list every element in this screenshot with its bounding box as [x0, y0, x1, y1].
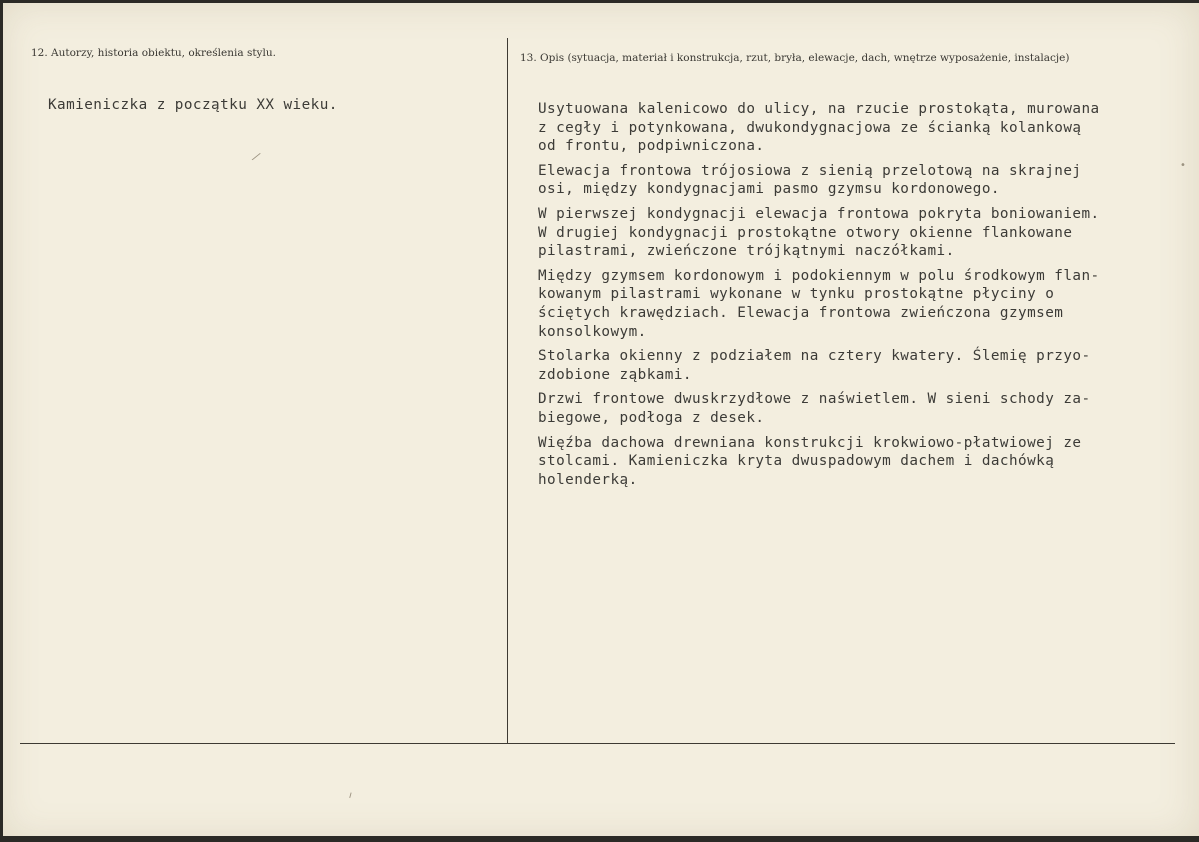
description-line: W pierwszej kondygnacji elewacja frontowa pokryta boniowaniem.: [538, 205, 1100, 222]
bottom-rule: [20, 743, 1175, 744]
description-line: z cegły i potynkowana, dwukondygnacjowa ze ścianką kolankową: [538, 119, 1082, 136]
description-line: konsolkowym.: [538, 323, 647, 340]
description-line: Stolarka okienny z podziałem na cztery kwatery. Ślemię przyo-: [538, 348, 1091, 365]
description-paragraph: [538, 100, 1178, 156]
style-history-text: Kamieniczka z początku XX wieku.: [48, 97, 338, 113]
description-block: [538, 100, 1178, 495]
description-paragraph: [538, 267, 1178, 341]
description-line: ściętych krawędziach. Elewacja frontowa zwieńczona gzymsem: [538, 304, 1064, 321]
description-line: biegowe, podłoga z desek.: [538, 409, 765, 426]
description-line: stolcami. Kamieniczka kryta dwuspadowym dachem i dachówką: [538, 453, 1055, 470]
paper-speck: •: [1180, 160, 1186, 171]
field-12-label: 12. Autorzy, historia obiektu, określenia stylu.: [31, 47, 276, 59]
description-line: zdobione ząbkami.: [538, 366, 692, 383]
description-line: Między gzymsem kordonowym i podokiennym w polu środkowym flan-: [538, 267, 1100, 284]
description-line: kowanym pilastrami wykonane w tynku prostokątne płyciny o: [538, 286, 1055, 303]
description-line: Drzwi frontowe dwuskrzydłowe z naświetlem. W sieni schody za-: [538, 391, 1091, 408]
description-paragraph: [538, 205, 1178, 261]
column-divider: [507, 38, 508, 744]
description-line: Więźba dachowa drewniana konstrukcji krokwiowo-płatwiowej ze: [538, 434, 1082, 451]
description-line: Usytuowana kalenicowo do ulicy, na rzucie prostokąta, murowana: [538, 101, 1100, 117]
paper-mark: ⁄: [252, 150, 260, 164]
description-line: pilastrami, zwieńczone trójkątnymi naczółkami.: [538, 243, 955, 260]
description-paragraph: [538, 434, 1178, 490]
card-edge-left: [0, 0, 3, 842]
description-line: od frontu, podpiwniczona.: [538, 138, 765, 155]
description-paragraph: [538, 162, 1178, 199]
description-line: osi, między kondygnacjami pasmo gzymsu kordonowego.: [538, 181, 1000, 198]
description-line: Elewacja frontowa trójosiowa z sienią przelotową na skrajnej: [538, 162, 1082, 179]
description-paragraph: [538, 347, 1178, 384]
description-line: W drugiej kondygnacji prostokątne otwory okienne flankowane: [538, 224, 1073, 241]
paper-speck: ı: [347, 789, 354, 802]
card-edge-top: [0, 0, 1199, 3]
description-line: holenderką.: [538, 471, 638, 488]
field-13-label: 13. Opis (sytuacja, materiał i konstrukcja, rzut, bryła, elewacje, dach, wnętrze wyposażenie, instalacje): [520, 52, 1070, 64]
description-paragraph: [538, 390, 1178, 427]
card-edge-bottom: [0, 836, 1199, 842]
